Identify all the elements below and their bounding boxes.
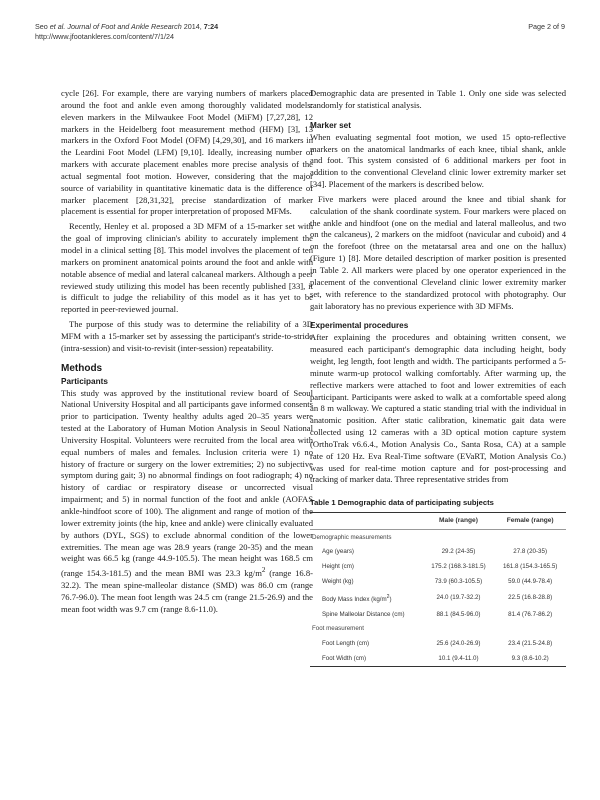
table-row	[310, 607, 566, 622]
female-value: 27.8 (20-35)	[513, 548, 548, 556]
right-column	[310, 88, 566, 667]
citation-volume: 2014,	[181, 22, 204, 31]
citation	[35, 22, 455, 42]
column-header-male: Male (range)	[423, 513, 495, 530]
male-value: 175.2 (168.3-181.5)	[431, 563, 486, 571]
row-label: Foot Length (cm)	[322, 640, 370, 648]
paragraph-part: This study was approved by the institutional review board of Seoul National University Hospital and all participants gave informed consents prior to participation. Twenty healthy adults aged 20–35 years were tested at the Laboratory of Human Motion Analysis in Seoul National University Hospital. Volunteers were recruited from the local area with equal numbers of males and females. Inclusion criteria were 1) no history of fracture or surgery on the lower extremities; 2) no subjective symptom during gait; 3) no abnormal findings on foot radiograph; 4) no history of cardiac or respiratory disease or uncorrected visual impairment; and 5) in normal function of the foot and ankle (AOFAS ankle-hindfoot score of 100). The alignment and range of motion of the lower extremity joints (the hip, knee and ankle) were clinically evaluated by authors (DYL, SGS) to exclude abnormal condition of the lower extremities. The mean age was 28.9 years (range 20-35) and the mean weight was 66.5 kg (range 44.9-105.5). The mean height was 168.5 cm (range 154.3-181.5) and the mean BMI was 23.3 kg/m	[61, 387, 313, 579]
female-value: 59.0 (44.9-78.4)	[508, 578, 553, 586]
paragraph: Recently, Henley et al. proposed a 3D MFM of a 15-marker set with the goal of improving clinician's ability to accurately implement the model in a clinical setting [8]. This model involves the placement of ten markers on prominent anatomical points around the foot and ankle with notable absence of medial and lateral calcaneal markers. Although a peer reviewed study utilizing this model has been recently published [33], it is difficult to judge the reliability of this model as it has yet to be reported in peer-reviewed journal.	[61, 221, 313, 315]
female-value: 22.5 (16.8-28.8)	[508, 594, 553, 602]
paragraph: After explaining the procedures and obtaining written consent, we measured each participant's demographic data including height, body weight, leg length, foot length and width. The participants performed a 5-minute warm-up protocol walking comfortably. After warming up, the reflective markers were attached to foot and lower extremities of each participant. Participants were asked to walk at a comfortable speed along an 8 m walkway. We captured a static standing trial with the individual in anatomic position. After static calibration, kinematic gait data were collected using 12 cameras with a 3D optical motion capture system (OrthoTrak v6.6.4., Motion Analysis Co., Santa Rosa, CA) at a sample rate of 120 Hz. Eva Real-Time software (EVaRT, Motion Analysis Co.) was used for real-time motion capture and for post-processing and tracking of marker data. Three representative strides from	[310, 332, 566, 485]
table-row	[310, 545, 566, 560]
paragraph: Demographic data are presented in Table 1. Only one side was selected randomly for statistical analysis.	[310, 88, 566, 110]
female-value: 23.4 (21.5-24.8)	[508, 640, 553, 648]
female-value: 161.8 (154.3-165.5)	[502, 563, 558, 571]
group-label: Foot measurement	[312, 625, 364, 633]
row-label: Age (years)	[322, 548, 354, 556]
demographics-table	[310, 512, 566, 667]
row-label: Foot Width (cm)	[310, 652, 423, 667]
subsection-title-marker-set: Marker set	[310, 120, 351, 130]
table-header-row	[310, 513, 566, 530]
row-label-text: Body Mass Index (kg/m	[322, 595, 387, 603]
subsection-title-procedures: Experimental procedures	[310, 321, 409, 331]
left-column	[61, 88, 313, 618]
section-title-methods: Methods	[61, 362, 103, 374]
male-value: 88.1 (84.5-96.0)	[436, 610, 481, 618]
table-group-row	[310, 530, 566, 545]
female-value: 9.3 (8.6-10.2)	[494, 652, 566, 667]
citation-issue: 7:24	[203, 22, 219, 31]
row-label: Spine Malleolar Distance (cm)	[322, 610, 405, 618]
male-value: 73.9 (60.3-105.5)	[434, 578, 483, 586]
table-row	[310, 589, 566, 607]
row-label: Weight (kg)	[322, 578, 354, 586]
table-row	[310, 652, 566, 667]
table-caption: Table 1 Demographic data of participating subjects	[310, 498, 494, 508]
table-1	[310, 498, 566, 667]
male-value: 25.6 (24.0-26.9)	[436, 640, 481, 648]
citation-authors: Seo	[35, 22, 50, 31]
male-value: 10.1 (9.4-11.0)	[423, 652, 495, 667]
citation-journal: et al. Journal of Foot and Ankle Research	[49, 22, 182, 31]
superscript: 2	[386, 593, 390, 600]
paragraph-part: (range 16.8-32.2). The mean spine-malleolar distance (SMD) was 86.0 cm (range 76.7-96.0). The mean foot length was 24.5 cm (range 21.5-26.9) and the mean foot width was 9.7 cm (range 8.6-11.0).	[61, 568, 313, 614]
paragraph: The purpose of this study was to determine the reliability of a 3D MFM with a 15-marker set by assessing the participant's stride-to-stride (intra-session) and visit-to-revisit (inter-session) repeatability.	[61, 319, 313, 353]
paragraph: Five markers were placed around the knee and tibial shank for calculation of the shank coordinate system. Four markers were placed on the ankle and hindfoot (one on the medial and lateral malleolus, and two on the calcaneus), 2 markers on the midfoot (navicular and cuboid) and 4 on the forefoot (three on the metatarsal area and one on the hallux) (Figure 1) [8]. More detailed description of marker position is presented in Table 2. All markers were placed by one operator experienced in the placement of the conventional Cleveland clinic lower extremity marker set, with reference to the standardized protocol with photography. Our gait laboratory has no previous experience with 3D MFMs.	[310, 193, 566, 311]
superscript: 2	[261, 566, 266, 575]
row-label: Height (cm)	[322, 563, 354, 571]
column-header-female: Female (range)	[494, 513, 566, 530]
female-value: 81.4 (76.7-86.2)	[508, 610, 553, 618]
column-header-blank	[310, 513, 423, 530]
table-group-row	[310, 622, 566, 637]
row-label-end: )	[389, 595, 392, 603]
male-value: 24.0 (19.7-32.2)	[436, 594, 481, 602]
row-label	[310, 589, 423, 607]
table-row	[310, 575, 566, 590]
table-row	[310, 637, 566, 652]
paragraph: When evaluating segmental foot motion, we used 15 opto-reflective markers on the anatomical landmarks of each knee, tibial shank, ankle and foot. This system consisted of 6 additional markers per foot in addition to the conventional Cleveland clinic lower extremity marker set [34]. Placement of the markers is described below.	[310, 131, 566, 190]
citation-line	[35, 22, 455, 32]
citation-url[interactable]: http://www.jfootankleres.com/content/7/1/24	[35, 32, 175, 41]
paragraph	[61, 388, 313, 616]
page-number: Page 2 of 9	[528, 22, 565, 31]
table-row	[310, 560, 566, 575]
paragraph: cycle [26]. For example, there are varying numbers of markers placed around the foot and ankle even among thoroughly validated models: eleven markers in the Milwaukee Foot Model (MiFM) [7,27,28], 12 markers in the Heidelberg foot measurement method (HFM) [3], 13 markers in the Oxford Foot Model (OFM) [4,29,30], and 16 markers in the Leardini Foot Model (LFM) [9,10]. Ideally, increasing number of markers with accurate placement enables more precise analysis of the actual segmental foot motion. However, considering that the major source of variability in quantitative kinematic data is the difference of marker placement [28,31,32], precise standardization of marker placement is essential for proper interpretation of proposed MFMs.	[61, 88, 313, 217]
male-value: 29.2 (24-35)	[441, 548, 476, 556]
subsection-title-participants: Participants	[61, 376, 108, 386]
group-label: Demographic measurements	[312, 533, 392, 541]
